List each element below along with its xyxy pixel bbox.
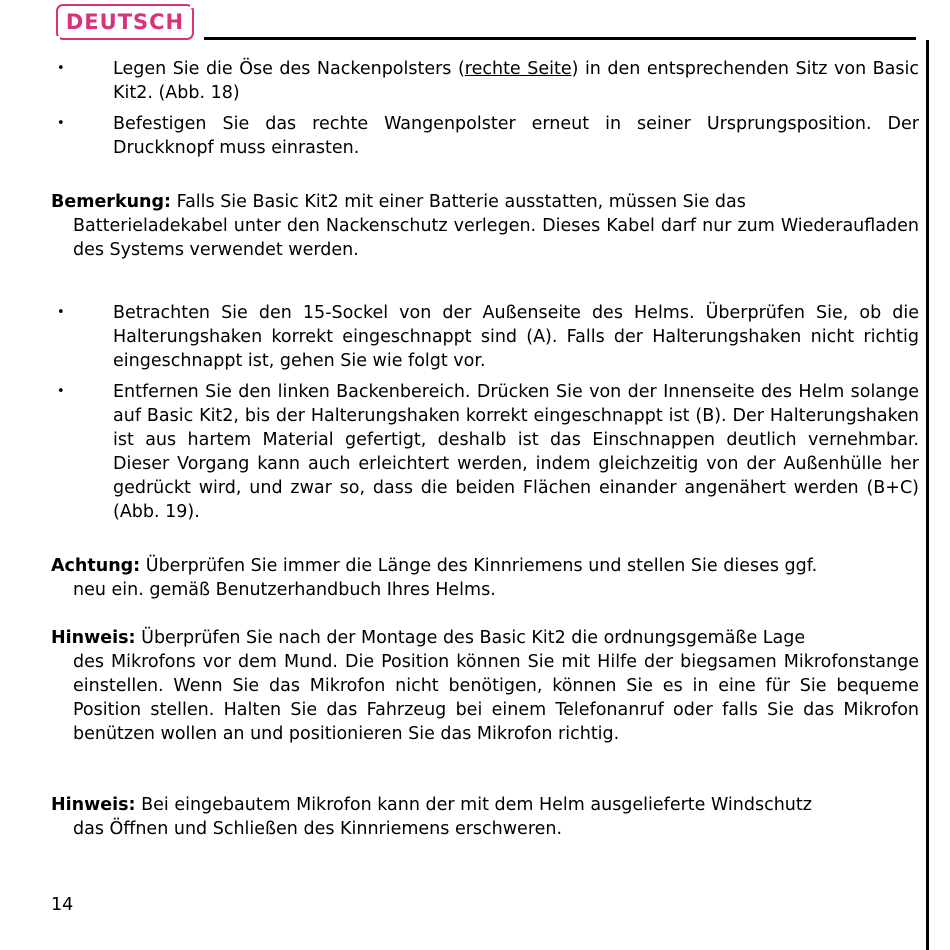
list-item: • Entfernen Sie den linken Backenbereich. Drücken Sie von der Innenseite des Helm solange auf Basic Kit2, bis der Halterungshaken korrekt eingeschnappt ist (B). Der Halterungshaken ist aus hartem Material gefertigt, deshalb ist das Einschnappen deutlich vernehmbar. Dieser Vorgang kann auch erleichtert werden, indem gleichzeitig von der Außenhülle her gedrückt wird, und zwar so, dass die beiden Flächen einander angenähert werden (B+C) (Abb. 19). bbox=[57, 382, 919, 522]
hint-paragraph: Hinweis: Bei eingebautem Mikrofon kann der mit dem Helm ausgelieferte Windschutz das Öffnen und Schließen des Kinnriemens erschweren. bbox=[51, 795, 812, 839]
hint-paragraph: Hinweis: Überprüfen Sie nach der Montage des Basic Kit2 die ordnungsgemäße Lage des Mikrofons vor dem Mund. Die Position können Sie mit Hilfe der biegsamen Mikrofonstange einstellen. Wenn Sie das Mikrofon nicht benötigen, können Sie es in eine für Sie bequeme Position stellen. Halten Sie das Fahrzeug bei einem Telefonanruf oder falls Sie das Mikrofon benützen wollen an und positionieren Sie das Mikrofon richtig. bbox=[51, 628, 919, 744]
bullet-icon: • bbox=[57, 61, 65, 76]
underlined-term: rechte Seite bbox=[464, 59, 572, 79]
language-badge bbox=[56, 4, 194, 40]
remark-paragraph: Bemerkung: Falls Sie Basic Kit2 mit einer Batterie ausstatten, müssen Sie das Batterieladekabel unter den Nackenschutz verlegen. Dieses Kabel darf nur zum Wiederaufladen des Systems verwendet werden. bbox=[51, 192, 919, 260]
bullet-icon: • bbox=[57, 116, 65, 131]
hint-label: Hinweis: bbox=[51, 795, 136, 815]
badge-corner-cut bbox=[54, 36, 60, 42]
caution-label: Achtung: bbox=[51, 556, 141, 576]
bullet-icon: • bbox=[57, 384, 65, 399]
bullet-icon: • bbox=[57, 305, 65, 320]
caution-paragraph: Achtung: Überprüfen Sie immer die Länge des Kinnriemens und stellen Sie dieses ggf. neu ein. gemäß Benutzerhandbuch Ihres Helms. bbox=[51, 556, 818, 600]
badge-corner-cut bbox=[190, 2, 196, 8]
header-rule bbox=[204, 37, 916, 40]
list-item: • Betrachten Sie den 15-Sockel von der Außenseite des Helms. Überprüfen Sie, ob die Halterungshaken korrekt eingeschnappt sind (A). Falls der Halterungshaken nicht richtig eingeschnappt ist, gehen Sie wie folgt vor. bbox=[57, 303, 919, 371]
page-header bbox=[56, 4, 916, 44]
language-label: DEUTSCH bbox=[65, 10, 185, 34]
bullet-list-mid bbox=[0, 301, 950, 524]
page-number: 14 bbox=[51, 895, 74, 915]
bullet-list-top bbox=[0, 57, 950, 160]
list-item: • Legen Sie die Öse des Nackenpolsters (rechte Seite) in den entsprechenden Sitz von Basic Kit2. (Abb. 18) bbox=[57, 59, 920, 103]
remark-label: Bemerkung: bbox=[51, 192, 172, 212]
list-item: • Befestigen Sie das rechte Wangenpolster erneut in seiner Ursprungsposition. Der Druckknopf muss einrasten. bbox=[57, 114, 919, 158]
hint-label: Hinweis: bbox=[51, 628, 136, 648]
